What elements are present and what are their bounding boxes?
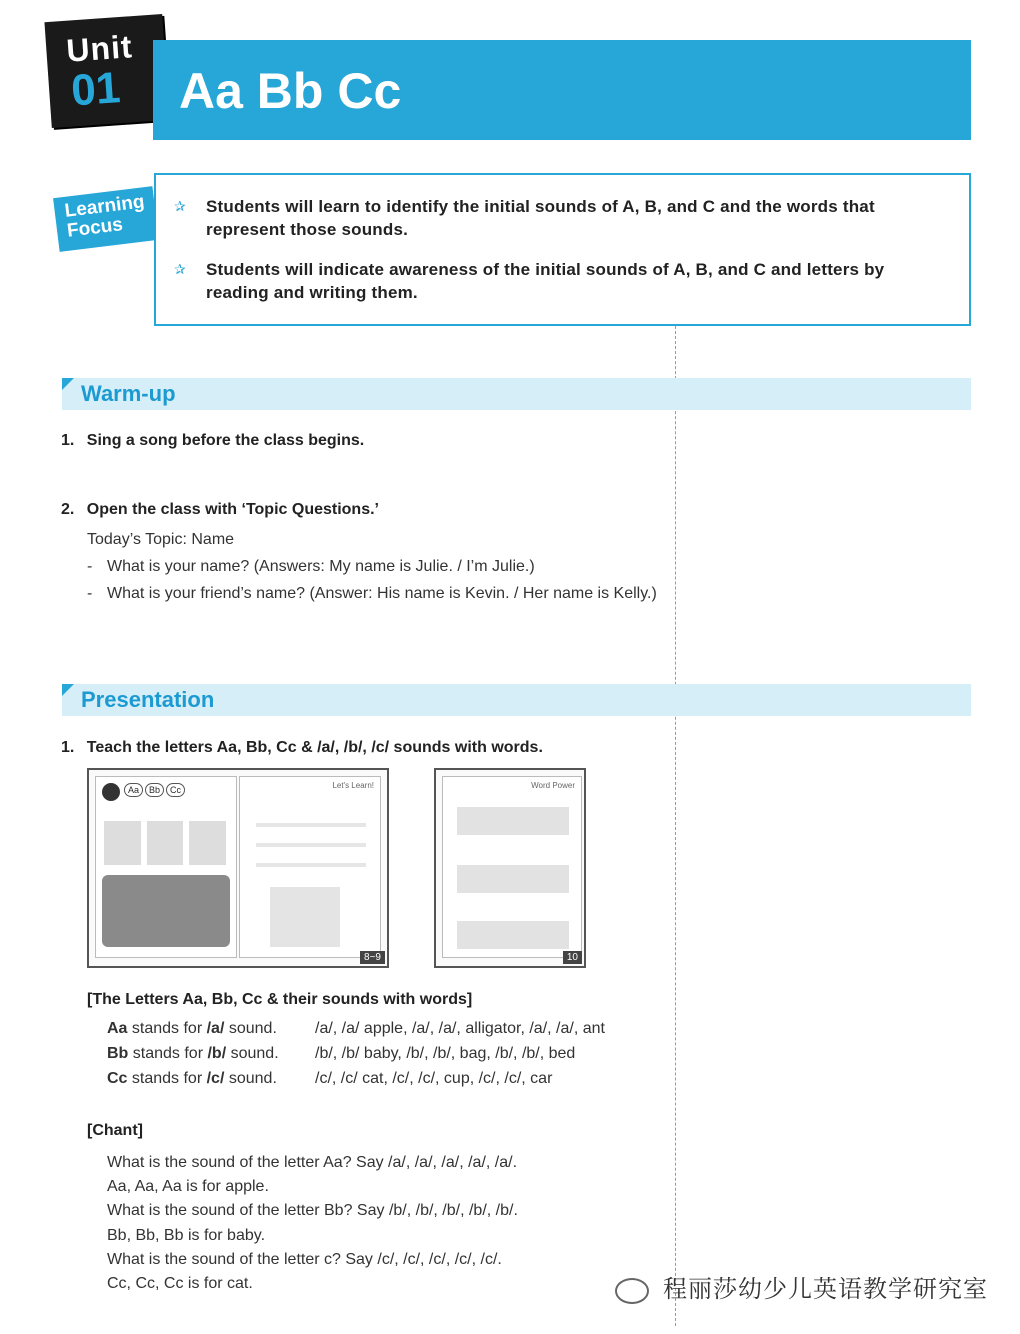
column-divider: [675, 326, 676, 1326]
chant-line: What is the sound of the letter Bb? Say /b/, /b/, /b/, /b/, /b/.: [107, 1202, 518, 1220]
tracing-lines: [256, 807, 366, 867]
apple-picture: [104, 821, 141, 865]
letter-badges: [124, 783, 185, 797]
word-power-page-image: [434, 768, 586, 968]
letter-badge: Cc: [166, 783, 185, 797]
b-words-row: [457, 865, 569, 893]
star-bullet-icon: ✰: [174, 261, 186, 277]
chant-line: Cc, Cc, Cc is for cat.: [107, 1275, 253, 1293]
warmup-item-1: [61, 432, 364, 450]
title-bar: [153, 40, 971, 140]
item-number: 1.: [61, 432, 75, 449]
section-heading: Presentation: [81, 687, 215, 712]
learning-focus-text: Students will learn to identify the initial sounds of A, B, and C and the words that represent those sounds.: [206, 197, 875, 239]
textbook-right-page: [239, 776, 381, 958]
letter-rule: Bb stands for /b/ sound.: [107, 1044, 279, 1062]
warmup-section-bar: [62, 378, 971, 410]
table-row: [107, 1041, 605, 1066]
chant-line: Aa, Aa, Aa is for apple.: [107, 1178, 269, 1196]
a-words-row: [457, 807, 569, 835]
learning-focus-box: [154, 173, 971, 326]
section-heading: Warm-up: [81, 381, 176, 406]
letter-badge: Bb: [145, 783, 164, 797]
page-number-badge: 10: [563, 951, 582, 964]
chant-line: What is the sound of the letter c? Say /c/, /c/, /c/, /c/, /c/.: [107, 1250, 502, 1268]
chant-lines: [107, 1151, 518, 1296]
letter-badge: Aa: [124, 783, 143, 797]
learning-focus-text: Students will indicate awareness of the initial sounds of A, B, and C and letters by reading and writing them.: [206, 260, 885, 302]
textbook-spread-image: [87, 768, 389, 968]
corner-flag-icon: [62, 684, 74, 696]
letter-rule: Cc stands for /c/ sound.: [107, 1069, 277, 1087]
letters-heading: [The Letters Aa, Bb, Cc & their sounds with words]: [87, 991, 473, 1008]
presentation-item-1: [61, 739, 543, 757]
letter-examples: /b/, /b/ baby, /b/, /b/, bag, /b/, /b/, bed: [315, 1044, 576, 1062]
warmup-item-2: [61, 501, 379, 519]
item-text: Teach the letters Aa, Bb, Cc & /a/, /b/, /c/ sounds with words.: [86, 739, 543, 756]
unit-circle-icon: [102, 783, 120, 801]
letters-table: [107, 1016, 605, 1091]
question-line: [87, 558, 535, 576]
chant-line: What is the sound of the letter Aa? Say /a/, /a/, /a/, /a/, /a/.: [107, 1154, 518, 1171]
question-line: [87, 585, 657, 603]
topic-line: Today’s Topic: Name: [87, 531, 235, 548]
cat-picture: [189, 821, 226, 865]
baby-picture: [147, 821, 184, 865]
wechat-icon: [615, 1278, 649, 1304]
unit-badge: [44, 14, 169, 128]
unit-label: Unit: [65, 28, 134, 69]
c-words-row: [457, 921, 569, 949]
table-row: [107, 1016, 605, 1041]
letter-examples: /c/, /c/ cat, /c/, /c/, cup, /c/, /c/, car: [315, 1069, 553, 1087]
letter-examples: /a/, /a/ apple, /a/, /a/, alligator, /a/, /a/, ant: [315, 1019, 605, 1037]
question-text: What is your friend’s name? (Answer: His name is Kevin. / Her name is Kelly.): [107, 585, 657, 602]
learning-focus-item: [174, 195, 926, 241]
corner-flag-icon: [62, 378, 74, 390]
textbook-left-page: [95, 776, 237, 958]
matching-pictures: [270, 887, 340, 947]
page-title: Aa Bb Cc: [179, 63, 402, 119]
learning-focus-item: [174, 258, 926, 304]
item-text: Open the class with ‘Topic Questions.’: [86, 501, 379, 518]
star-bullet-icon: ✰: [174, 198, 186, 214]
scene-picture: [102, 875, 230, 947]
chant-line: Bb, Bb, Bb is for baby.: [107, 1226, 266, 1244]
picture-row: [104, 821, 226, 865]
dash-bullet: -: [87, 585, 93, 602]
chant-heading: [Chant]: [87, 1122, 143, 1139]
unit-number: 01: [69, 63, 122, 116]
watermark: [615, 1269, 988, 1304]
item-number: 2.: [61, 501, 75, 518]
presentation-section-bar: [62, 684, 971, 716]
item-number: 1.: [61, 739, 75, 756]
page-number-badge: 8~9: [360, 951, 385, 964]
item-text: Sing a song before the class begins.: [86, 432, 365, 449]
learning-focus-tag-line1: Learning: [63, 191, 146, 222]
dash-bullet: -: [87, 558, 93, 575]
question-text: What is your name? (Answers: My name is Julie. / I’m Julie.): [107, 558, 535, 575]
learning-focus-tag-line2: Focus: [65, 214, 125, 242]
table-row: [107, 1066, 605, 1091]
word-power-page: [442, 776, 582, 958]
learning-focus-tag: [53, 186, 159, 252]
page-header: Let's Learn!: [332, 781, 374, 790]
watermark-text: 程丽莎幼少儿英语教学研究室: [663, 1276, 988, 1303]
letter-rule: Aa stands for /a/ sound.: [107, 1019, 277, 1037]
page-header: Word Power: [531, 781, 575, 790]
